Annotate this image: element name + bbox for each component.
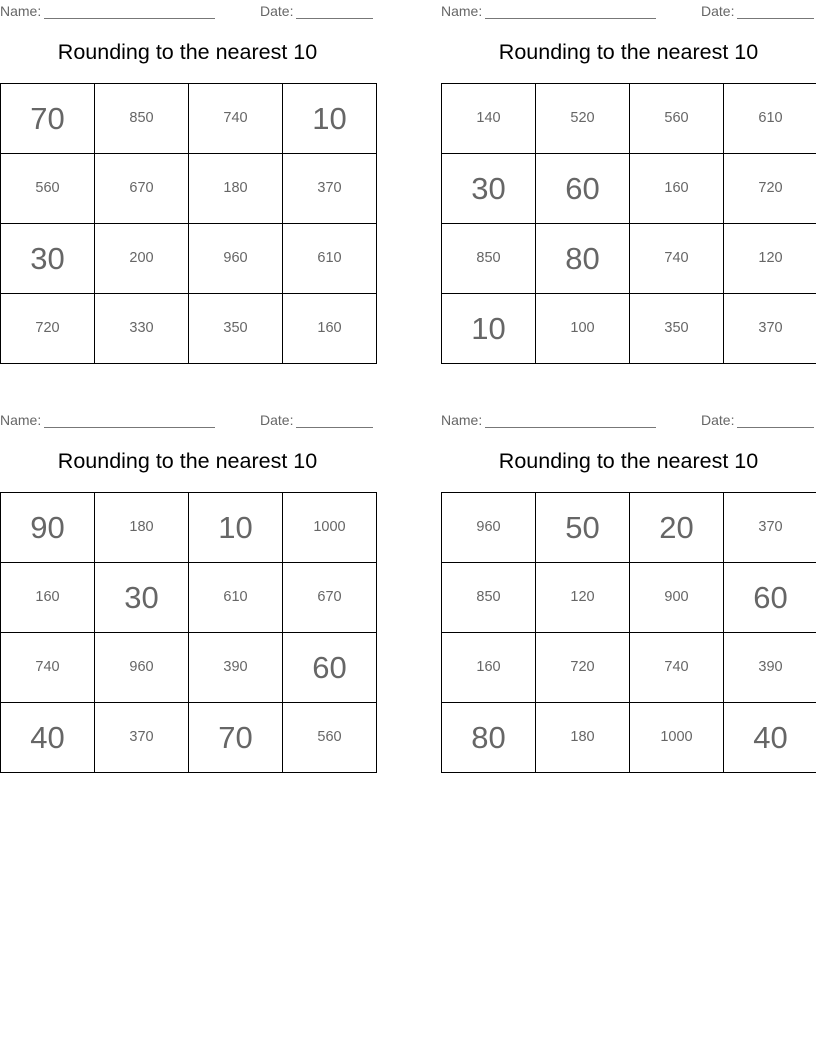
date-field[interactable]: [701, 412, 814, 428]
worksheet: [0, 0, 375, 364]
worksheet-title: Rounding to the nearest 10: [498, 449, 759, 473]
grid-cell: 740: [630, 633, 724, 703]
grid-cell: 30: [95, 563, 189, 633]
date-blank-line[interactable]: [296, 414, 373, 428]
grid-cell: 160: [442, 633, 536, 703]
grid-cell: 520: [536, 84, 630, 154]
grid-cell: 560: [283, 703, 377, 773]
grid-row: [1, 703, 377, 773]
grid-row: [442, 703, 816, 773]
name-field[interactable]: [441, 3, 656, 19]
name-label: Name:: [441, 3, 483, 19]
grid-row: [1, 294, 377, 364]
grid-row: [442, 154, 816, 224]
grid-cell: 370: [95, 703, 189, 773]
grid-cell: 180: [189, 154, 283, 224]
name-label: Name:: [0, 3, 42, 19]
grid-cell: 10: [283, 84, 377, 154]
grid-cell: 740: [1, 633, 95, 703]
grid-row: [1, 633, 377, 703]
grid-cell: 610: [283, 224, 377, 294]
worksheet: [0, 409, 375, 773]
date-label: Date:: [701, 3, 735, 19]
grid-row: [442, 633, 816, 703]
grid-row: [442, 294, 816, 364]
grid-cell: 120: [536, 563, 630, 633]
grid-cell: 610: [189, 563, 283, 633]
grid-cell: 740: [630, 224, 724, 294]
grid-row: [1, 563, 377, 633]
grid-cell: 50: [536, 493, 630, 563]
date-field[interactable]: [701, 3, 814, 19]
name-label: Name:: [0, 412, 42, 428]
name-blank-line[interactable]: [44, 414, 215, 428]
grid-cell: 20: [630, 493, 724, 563]
grid-cell: 560: [630, 84, 724, 154]
grid-cell: 40: [1, 703, 95, 773]
grid-cell: 160: [630, 154, 724, 224]
grid-cell: 850: [442, 224, 536, 294]
grid-cell: 10: [442, 294, 536, 364]
grid-cell: 140: [442, 84, 536, 154]
name-field[interactable]: [0, 412, 215, 428]
date-label: Date:: [260, 3, 294, 19]
grid-cell: 670: [283, 563, 377, 633]
grid-cell: 30: [1, 224, 95, 294]
name-blank-line[interactable]: [44, 5, 215, 19]
grid-cell: 670: [95, 154, 189, 224]
grid-cell: 80: [536, 224, 630, 294]
grid-cell: 160: [1, 563, 95, 633]
grid-cell: 850: [442, 563, 536, 633]
name-blank-line[interactable]: [485, 5, 656, 19]
date-blank-line[interactable]: [296, 5, 373, 19]
date-label: Date:: [701, 412, 735, 428]
grid-row: [442, 224, 816, 294]
grid-cell: 390: [189, 633, 283, 703]
date-blank-line[interactable]: [737, 5, 814, 19]
grid-cell: 70: [189, 703, 283, 773]
grid-row: [1, 84, 377, 154]
number-grid: [0, 83, 377, 364]
grid-row: [1, 154, 377, 224]
grid-row: [442, 493, 816, 563]
grid-cell: 120: [724, 224, 816, 294]
worksheet: [441, 409, 816, 773]
grid-row: [442, 84, 816, 154]
date-label: Date:: [260, 412, 294, 428]
grid-cell: 960: [95, 633, 189, 703]
grid-cell: 60: [283, 633, 377, 703]
grid-cell: 40: [724, 703, 816, 773]
grid-cell: 350: [189, 294, 283, 364]
grid-cell: 960: [442, 493, 536, 563]
grid-cell: 720: [1, 294, 95, 364]
grid-cell: 720: [536, 633, 630, 703]
number-grid: [441, 492, 816, 773]
worksheet: [441, 0, 816, 364]
grid-cell: 370: [724, 294, 816, 364]
grid-cell: 330: [95, 294, 189, 364]
grid-cell: 740: [189, 84, 283, 154]
name-blank-line[interactable]: [485, 414, 656, 428]
grid-cell: 350: [630, 294, 724, 364]
grid-cell: 30: [442, 154, 536, 224]
grid-cell: 60: [536, 154, 630, 224]
grid-cell: 180: [536, 703, 630, 773]
grid-cell: 850: [95, 84, 189, 154]
grid-cell: 390: [724, 633, 816, 703]
name-label: Name:: [441, 412, 483, 428]
name-field[interactable]: [0, 3, 215, 19]
grid-cell: 70: [1, 84, 95, 154]
date-field[interactable]: [260, 412, 373, 428]
grid-cell: 960: [189, 224, 283, 294]
grid-cell: 180: [95, 493, 189, 563]
grid-cell: 100: [536, 294, 630, 364]
worksheet-title: Rounding to the nearest 10: [57, 40, 318, 64]
number-grid: [441, 83, 816, 364]
worksheet-title: Rounding to the nearest 10: [498, 40, 759, 64]
date-field[interactable]: [260, 3, 373, 19]
grid-row: [1, 224, 377, 294]
grid-cell: 1000: [630, 703, 724, 773]
name-field[interactable]: [441, 412, 656, 428]
worksheet-title: Rounding to the nearest 10: [57, 449, 318, 473]
grid-row: [1, 493, 377, 563]
grid-cell: 560: [1, 154, 95, 224]
grid-cell: 200: [95, 224, 189, 294]
date-blank-line[interactable]: [737, 414, 814, 428]
grid-cell: 370: [283, 154, 377, 224]
grid-cell: 900: [630, 563, 724, 633]
grid-cell: 720: [724, 154, 816, 224]
grid-cell: 610: [724, 84, 816, 154]
grid-cell: 60: [724, 563, 816, 633]
grid-row: [442, 563, 816, 633]
grid-cell: 80: [442, 703, 536, 773]
grid-cell: 10: [189, 493, 283, 563]
number-grid: [0, 492, 377, 773]
grid-cell: 160: [283, 294, 377, 364]
grid-cell: 1000: [283, 493, 377, 563]
grid-cell: 90: [1, 493, 95, 563]
grid-cell: 370: [724, 493, 816, 563]
